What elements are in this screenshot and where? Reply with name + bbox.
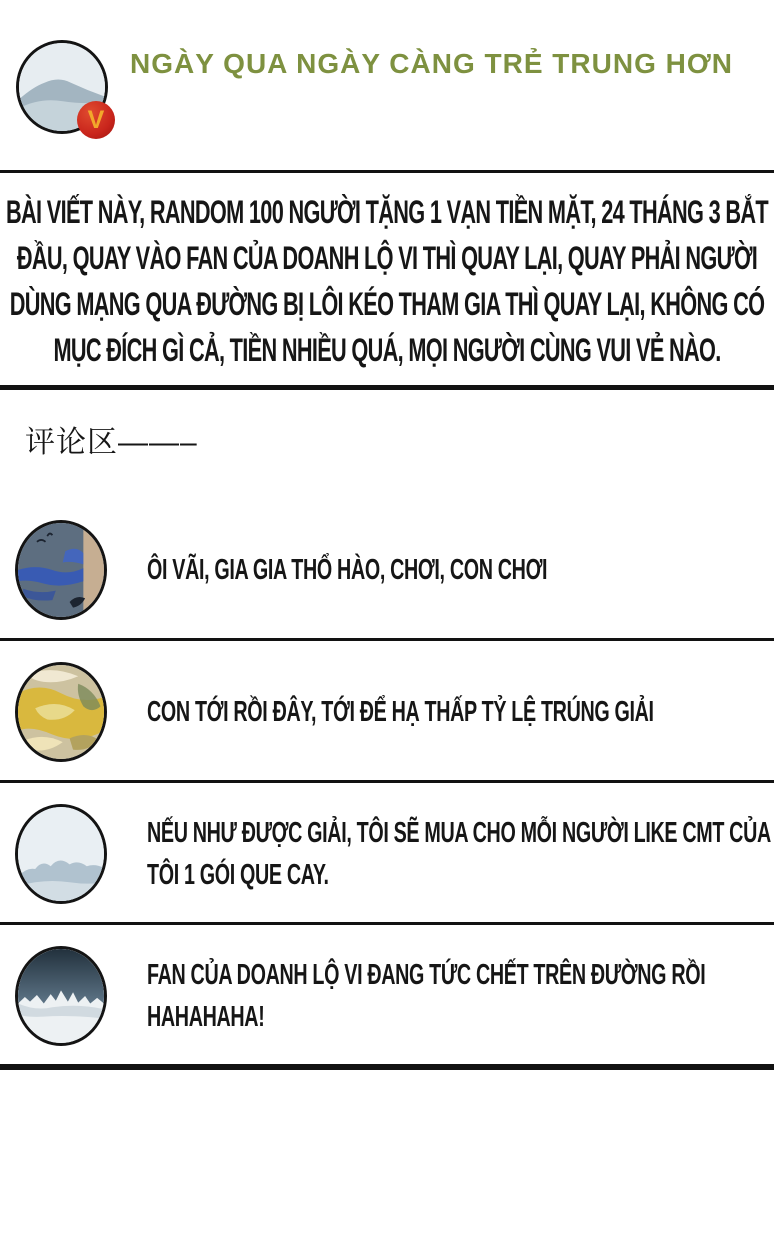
comment-text-wrap [147, 954, 774, 1038]
commenter-avatar[interactable] [15, 804, 107, 904]
comment-row [0, 641, 774, 780]
post-header [0, 0, 774, 170]
commenter-avatar[interactable] [15, 946, 107, 1046]
post-text: BÀI VIẾT NÀY, RANDOM 100 NGƯỜI TẶNG 1 VẠN TIỀN MẶT, 24 THÁNG 3 BẮT ĐẦU, QUAY VÀO FAN CỦA DOANH LỘ VI THÌ QUAY LẠI, QUAY PHẢI NGƯỜI DÙNG MẠNG QUA ĐƯỜNG BỊ LÔI KÉO THAM GIA THÌ QUAY LẠI, KHÔNG CÓ MỤC ĐÍCH GÌ CẢ, TIỀN NHIỀU QUÁ, MỌI NGƯỜI CÙNG VUI VẺ NÀO. [6, 194, 769, 368]
pale-misty-mountain-avatar-icon [18, 807, 104, 901]
comment-text-wrap [147, 691, 774, 733]
golden-marble-avatar-icon [18, 665, 104, 759]
dark-ink-ridge-avatar-icon [18, 949, 104, 1043]
comment-text: FAN CỦA DOANH LỘ VI ĐANG TỨC CHẾT TRÊN ĐƯỜNG RỒI HAHAHAHA! [147, 959, 706, 1033]
comment-text: NẾU NHƯ ĐƯỢC GIẢI, TÔI SẼ MUA CHO MỖI NGƯỜI LIKE CMT CỦA TÔI 1 GÓI QUE CAY. [147, 817, 771, 891]
comment-text: CON TỚI RỒI ĐÂY, TỚI ĐỂ HẠ THẤP TỶ LỆ TRÚNG GIẢI [147, 696, 654, 728]
comment-row [0, 783, 774, 922]
post-body [0, 173, 774, 385]
commenter-avatar[interactable] [15, 520, 107, 620]
comment-text-wrap [147, 549, 774, 591]
verified-badge-letter: V [87, 105, 105, 134]
comment-text: ÔI VÃI, GIA GIA THỔ HÀO, CHƠI, CON CHƠI [147, 554, 548, 586]
comment-text-wrap [147, 812, 774, 896]
author-username[interactable]: NGÀY QUA NGÀY CÀNG TRẺ TRUNG HƠN [130, 48, 733, 79]
bottom-divider [0, 1064, 774, 1070]
commenter-avatar[interactable] [15, 662, 107, 762]
comment-row [0, 499, 774, 638]
comments-section-heading: 评论区——– [25, 426, 198, 459]
verified-badge-icon [77, 101, 115, 139]
author-avatar[interactable] [16, 40, 108, 134]
post-divider [0, 385, 774, 390]
blue-ink-painting-avatar-icon [18, 523, 104, 617]
comment-row [0, 925, 774, 1064]
